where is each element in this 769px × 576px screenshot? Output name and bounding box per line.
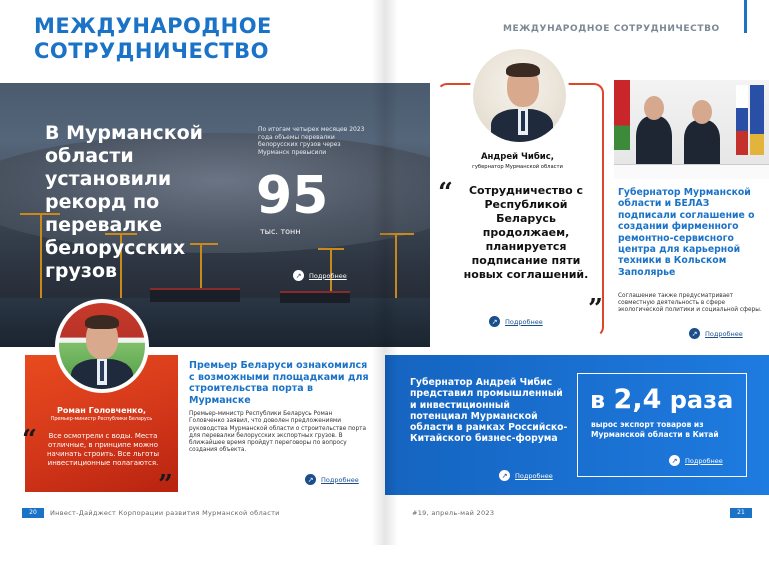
page-title-line-1: МЕЖДУНАРОДНОЕ <box>34 14 272 38</box>
open-quote-icon: “ <box>438 178 453 208</box>
record-number: 95 <box>256 166 329 226</box>
header-accent-bar <box>744 0 747 33</box>
ship <box>280 291 350 303</box>
export-more-link[interactable] <box>669 455 723 466</box>
tie-shape <box>521 111 525 131</box>
belaz-more-link[interactable] <box>689 328 743 339</box>
golovchenko-name: Роман Головченко, <box>56 406 147 415</box>
ship <box>150 288 240 302</box>
golovchenko-article-headline: Премьер Беларуси ознакомился с возможными площадками для строительства порта в Мурманске <box>189 360 369 406</box>
record-headline: В Мурманской области установили рекорд по перевалке белорусских грузов <box>45 122 203 282</box>
chibis-role: губернатор Мурманской области <box>472 164 563 170</box>
head-right <box>692 100 712 124</box>
export-more-label: Подробнее <box>685 456 723 465</box>
person-left <box>636 116 672 166</box>
head-left <box>644 96 664 120</box>
golovchenko-article-body: Премьер-министр Республики Беларусь Роман Головченко заявил, что доволен предложениями руководства Мурманской области о строительстве порта для перевалки белорусских экспортных грузов. В ближайшее время пройдут переговоры по вопросу создания объекта. <box>189 411 367 454</box>
avatar-golovchenko <box>55 299 149 393</box>
belaz-headline: Губернатор Мурманской области и БЕЛАЗ подписали соглашение о создании фирменного ремонтно-сервисного центра для карьерной техники в Кольском Заполярье <box>618 187 755 278</box>
page-title <box>34 14 272 64</box>
arrow-icon: ↗ <box>305 474 316 485</box>
russia-flag <box>736 85 748 155</box>
chibis-name: Андрей Чибис, <box>480 152 555 162</box>
belarus-flag <box>614 80 630 150</box>
record-note: По итогам четырех месяцев 2023 года объемы перевалки белорусских грузов через Мурманск превысили <box>258 126 365 156</box>
record-unit: тыс. тонн <box>260 227 301 236</box>
tie-shape <box>100 361 104 381</box>
page-number-left: 20 <box>22 508 44 518</box>
crane-icon <box>40 213 42 303</box>
desk <box>614 164 769 179</box>
arrow-icon: ↗ <box>499 470 510 481</box>
arrow-icon: ↗ <box>489 316 500 327</box>
golovchenko-more-link[interactable] <box>305 474 359 485</box>
record-more-link[interactable] <box>293 270 347 281</box>
crane-arm <box>318 248 344 250</box>
footer-issue: #19, апрель-май 2023 <box>412 509 495 517</box>
close-quote-icon: ” <box>588 294 603 324</box>
close-quote-icon: ” <box>158 470 173 500</box>
chibis-more-label: Подробнее <box>505 317 543 326</box>
portrait-image <box>473 49 566 142</box>
record-more-label: Подробнее <box>309 271 347 280</box>
hair-shape <box>506 63 540 77</box>
murmansk-flag <box>750 85 764 155</box>
stat-number: 2,4 <box>613 384 662 415</box>
stat-suffix: раза <box>669 386 734 414</box>
golovchenko-more-label: Подробнее <box>321 475 359 484</box>
right-page-header: МЕЖДУНАРОДНОЕ СОТРУДНИЧЕСТВО <box>503 24 720 34</box>
portrait-image <box>59 303 145 389</box>
signing-photo <box>614 80 769 179</box>
china-forum-more-label: Подробнее <box>515 471 553 480</box>
stat-prefix: в <box>590 386 606 414</box>
page-gutter <box>372 0 398 545</box>
golovchenko-role: Премьер-министр Республики Беларусь <box>50 417 153 422</box>
person-right <box>684 120 720 166</box>
belaz-more-label: Подробнее <box>705 329 743 338</box>
footer-publication: Инвест-Дайджест Корпорации развития Мурманской области <box>50 509 280 517</box>
china-forum-more-link[interactable] <box>499 470 553 481</box>
arrow-icon: ↗ <box>669 455 680 466</box>
china-forum-text: Губернатор Андрей Чибис представил промышленный и инвестиционный потенциал Мурманской области в рамках Российско-Китайского бизнес-форума <box>410 377 568 445</box>
chibis-more-link[interactable] <box>489 316 543 327</box>
hair-shape <box>85 315 119 329</box>
belaz-body: Соглашение также предусматривает совместную деятельность в сфере экологической политики и социальной сферы. <box>618 293 762 313</box>
export-stat-caption: вырос экспорт товаров из Мурманской области в Китай <box>591 420 719 439</box>
arrow-icon: ↗ <box>689 328 700 339</box>
export-stat-value <box>590 386 733 414</box>
open-quote-icon: “ <box>22 425 37 455</box>
avatar-chibis <box>469 45 570 146</box>
page-number-right: 21 <box>730 508 752 518</box>
chibis-quote: Сотрудничество с Республикой Беларусь продолжаем, планируется подписание пяти новых соглашений. <box>463 184 589 281</box>
arrow-icon: ↗ <box>293 270 304 281</box>
golovchenko-quote: Все осмотрели с воды. Места отличные, в принципе можно начинать строить. Все льготы инвестиционные полагаются. <box>46 432 160 467</box>
page-title-line-2: СОТРУДНИЧЕСТВО <box>34 39 269 63</box>
